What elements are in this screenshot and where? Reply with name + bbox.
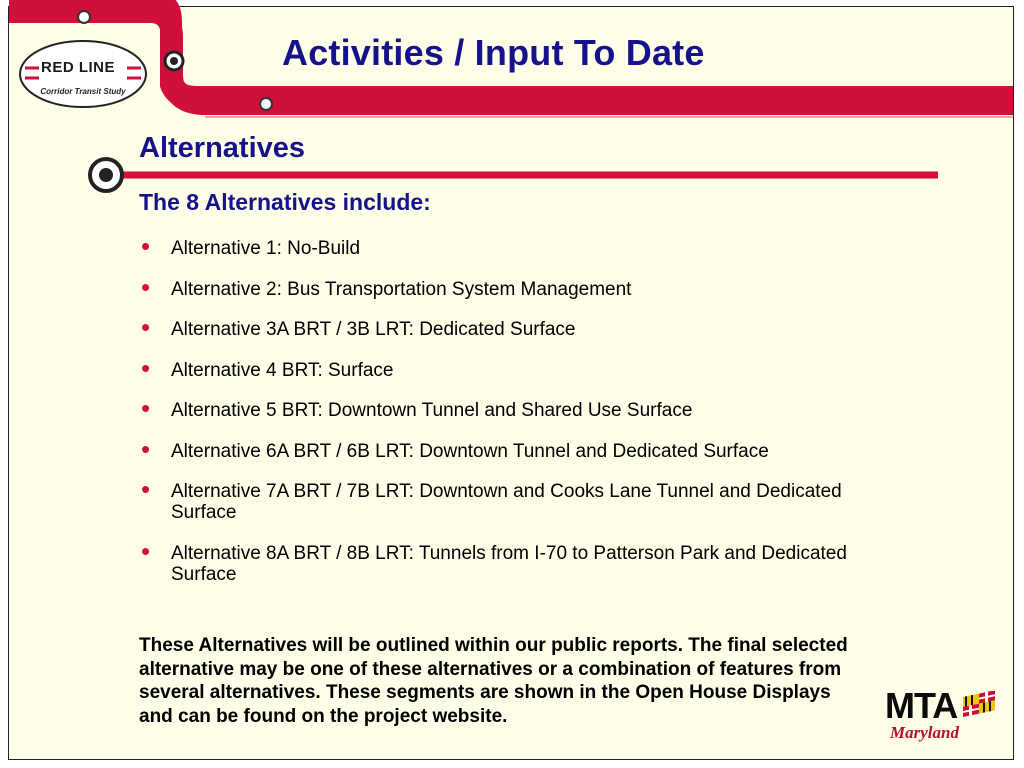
mta-logo-letters: MTA — [885, 685, 958, 726]
bullet-icon: • — [141, 535, 151, 566]
list-item-text: Alternative 2: Bus Transportation System Management — [171, 278, 632, 300]
bullet-icon: • — [141, 271, 151, 302]
sub-heading: The 8 Alternatives include: — [139, 189, 431, 215]
list-item-text: Alternative 6A BRT / 6B LRT: Downtown Tunnel and Dedicated Surface — [171, 440, 769, 462]
station-marker — [260, 98, 272, 110]
list-item-text: Alternative 5 BRT: Downtown Tunnel and Shared Use Surface — [171, 400, 693, 421]
bullet-icon: • — [141, 433, 151, 464]
station-marker — [78, 11, 90, 23]
list-item — [139, 271, 879, 302]
logo-brand-text: RED LINE — [41, 59, 116, 76]
list-item — [139, 312, 879, 342]
bullet-icon: • — [141, 352, 151, 383]
alternatives-list — [139, 231, 879, 604]
closing-note: These Alternatives will be outlined within our public reports. The final selected alternative may be one of these alternatives or a combination of features from several alternatives. These segments are shown in the Open House Displays and can be found on the project website. — [139, 635, 848, 727]
maryland-flag-icon — [963, 691, 997, 717]
list-item — [139, 393, 879, 423]
list-item-text: Alternative 4 BRT: Surface — [171, 359, 394, 381]
list-item-text: Alternative 7A BRT / 7B LRT: Downtown and Cooks Lane Tunnel and Dedicated Surface — [171, 481, 842, 523]
list-item-text: Alternative 8A BRT / 8B LRT: Tunnels from I-70 to Patterson Park and Dedicated Surface — [171, 542, 847, 585]
list-item-text: Alternative 1: No-Build — [171, 238, 361, 259]
station-marker-center — [170, 57, 178, 65]
bullet-icon: • — [141, 312, 151, 342]
list-item — [139, 352, 879, 383]
bullet-icon: • — [141, 393, 151, 423]
section-heading: Alternatives — [139, 132, 306, 164]
section-station-marker-center — [99, 168, 113, 182]
list-item-text: Alternative 3A BRT / 3B LRT: Dedicated Surface — [171, 319, 576, 340]
red-line-logo — [17, 38, 149, 110]
mta-maryland-logo — [885, 685, 1000, 745]
list-item — [139, 535, 879, 585]
list-item — [139, 433, 879, 464]
list-item — [139, 231, 879, 261]
bullet-icon: • — [141, 474, 151, 504]
slide-title: Activities / Input To Date — [282, 32, 705, 73]
list-item — [139, 474, 879, 523]
mta-logo-state: Maryland — [890, 723, 959, 742]
bullet-icon: • — [141, 231, 151, 261]
logo-subtitle: Corridor Transit Study — [40, 87, 126, 96]
